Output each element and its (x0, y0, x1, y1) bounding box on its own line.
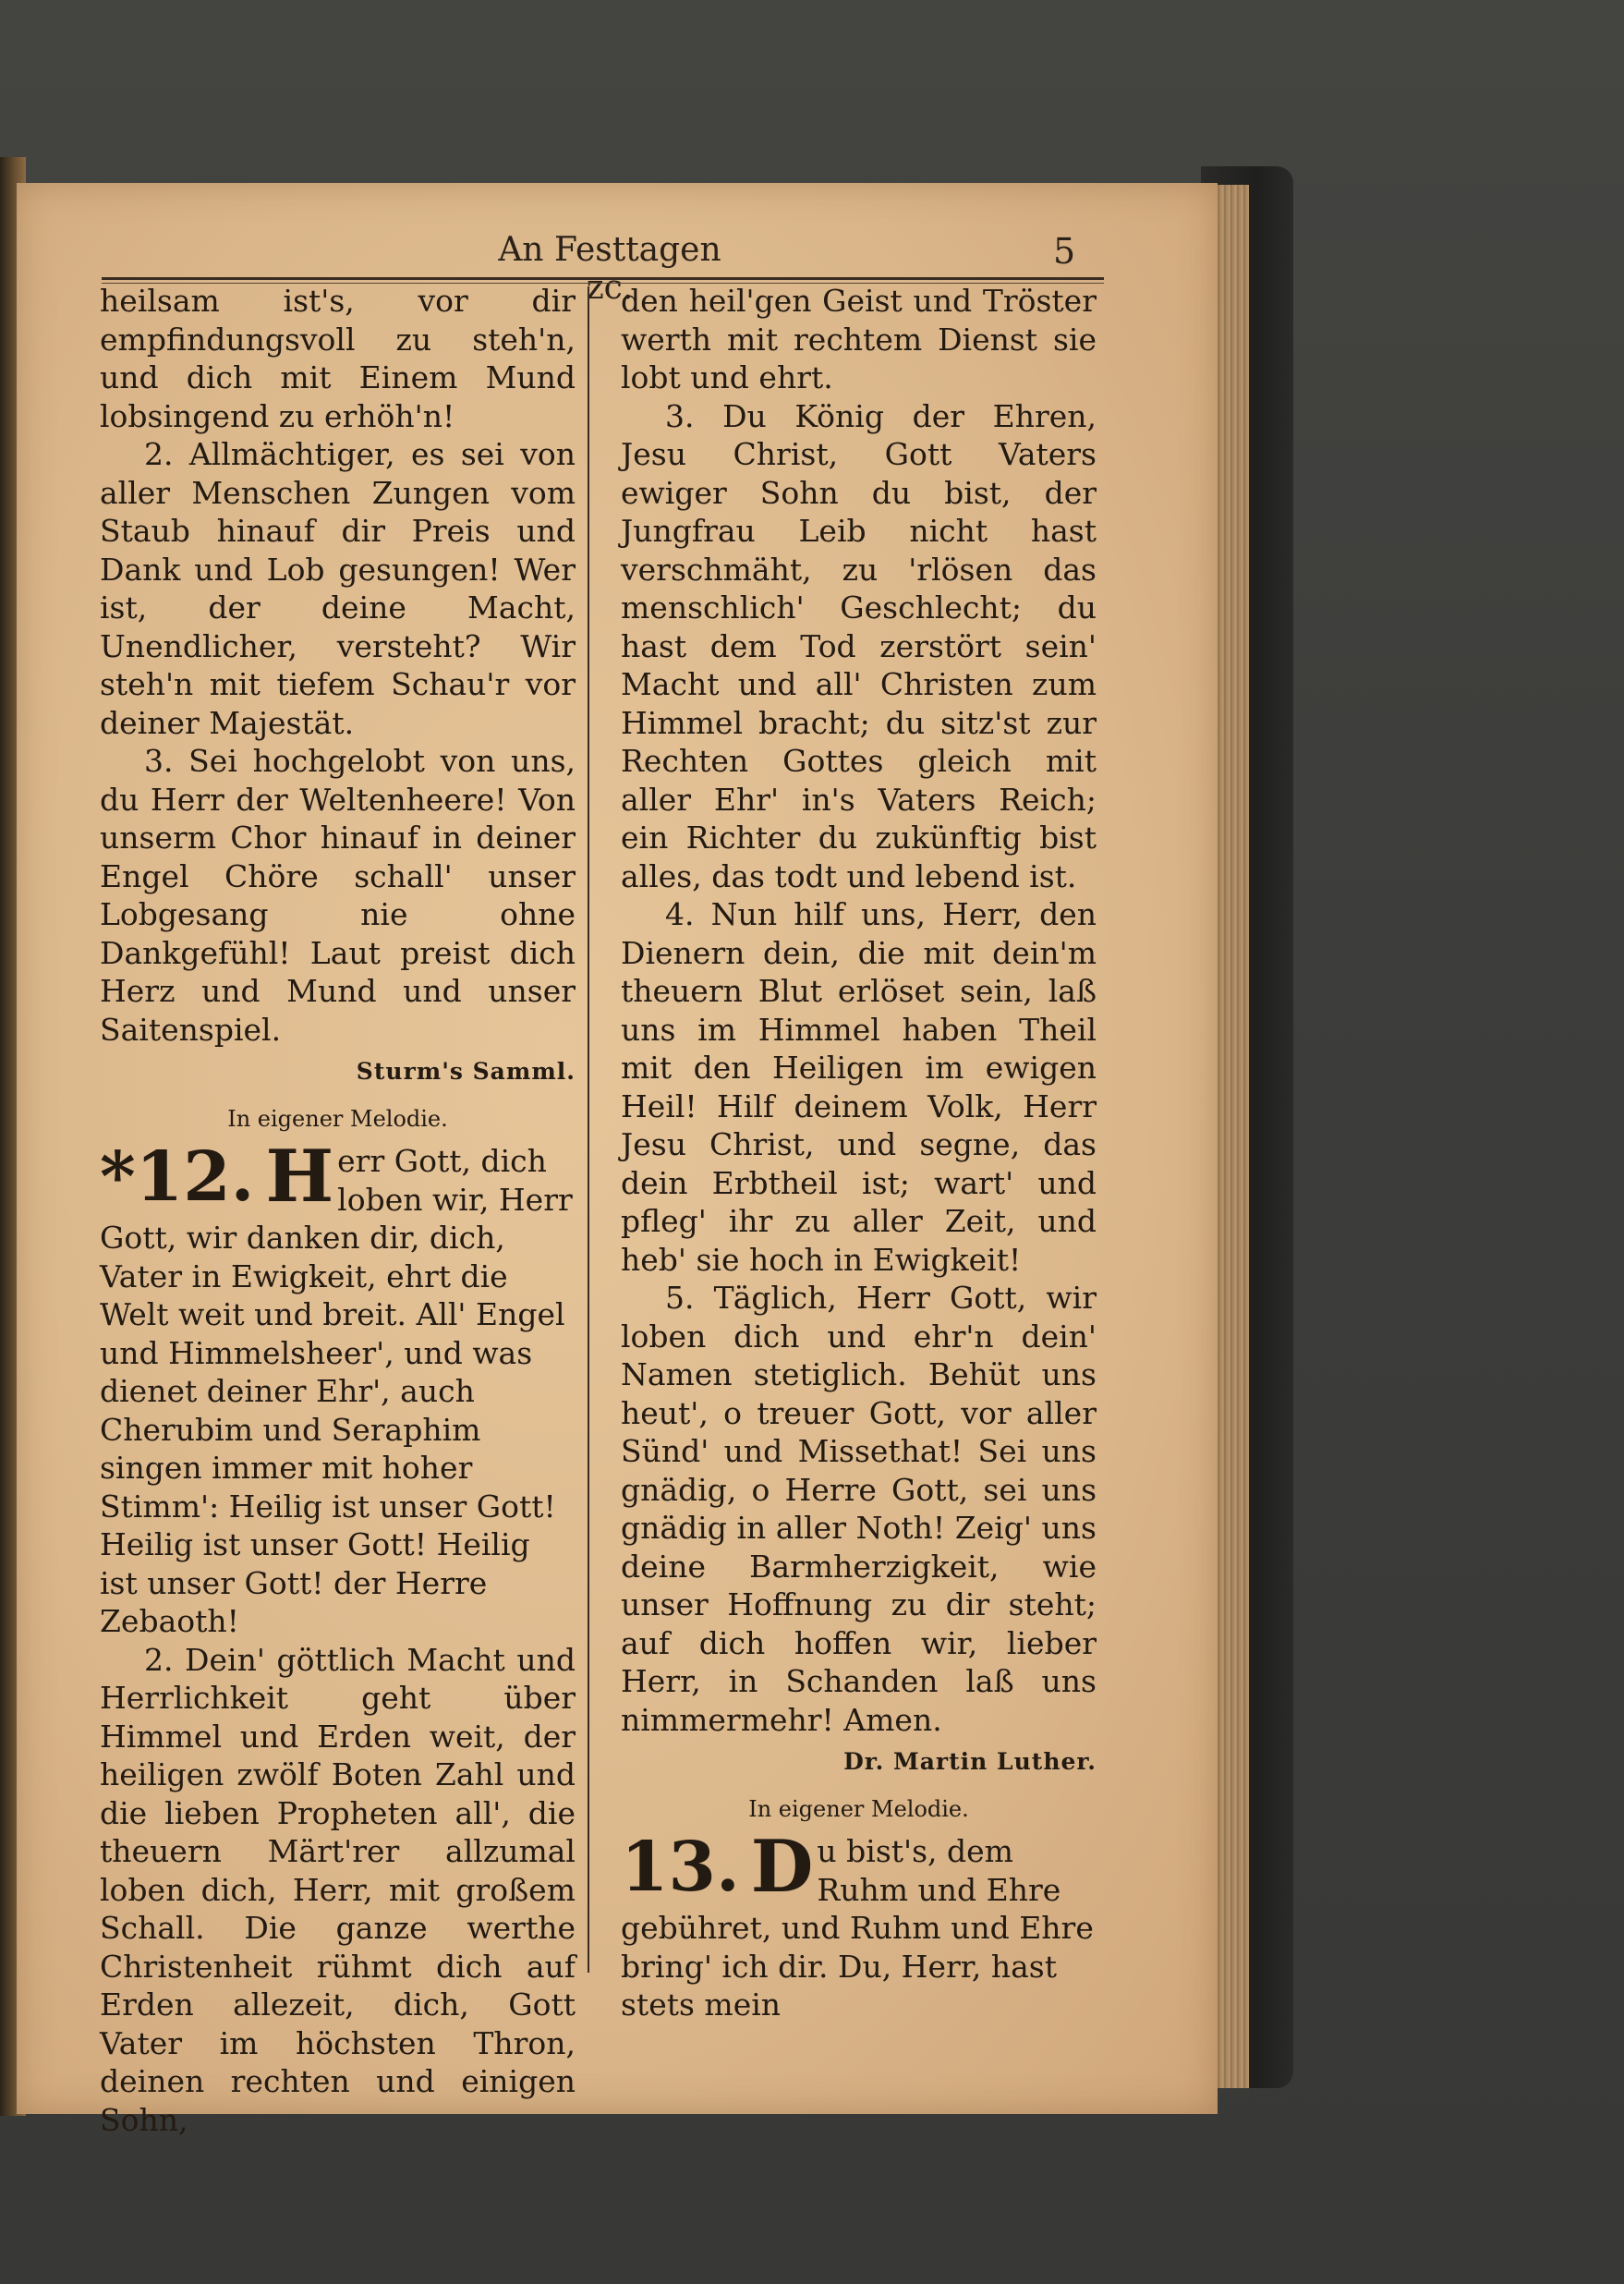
hymn11-attribution: Sturm's Samml. (356, 1058, 576, 1085)
hymn13-number: 13. (621, 1828, 740, 1907)
right-column (621, 282, 1097, 2024)
hymn12-verse2-end: den heil'gen Geist und Tröster werth mit rechtem Dienst sie lobt und ehrt. (621, 283, 1097, 395)
header-rule (102, 277, 1104, 280)
hymn12-verse2: 2. Dein' göttlich Macht und Herrlichkeit geht über Himmel und Erden weit, der heiligen zwölf Boten Zahl und die lieben Propheten all', die theuern Märt'rer allzumal loben dich, Herr, mit großem Schall. Die ganze werthe Christenheit rühmt dich auf Erden allezeit, dich, Gott Vater im höchsten Thron, deinen rechten und einigen Sohn, (100, 1641, 576, 2138)
hymn12-verse3: 3. Du König der Ehren, Jesu Christ, Gott Vaters ewiger Sohn du bist, der Jungfrau Leib nicht hast verschmäht, zu 'rlösen das menschlich' Geschlecht; du hast dem Tod zerstört sein' Macht und all' Christen zum Himmel bracht; du sitz'st zur Rechten Gottes gleich mit aller Ehr' in's Vaters Reich; ein Richter du zukünftig bist alles, das todt und lebend ist. (621, 397, 1097, 894)
hymn13-start (621, 1825, 1097, 2024)
hymn12-verse4: 4. Nun hilf uns, Herr, den Dienern dein, die mit dein'm theuern Blut erlöset sein, laß uns im Himmel haben Theil mit den Heiligen im ewigen Heil! Hilf deinem Volk, Herr Jesu Christ, und segne, das dein Erbtheil ist; wart' und pfleg' ihr zu aller Zeit, und heb' sie hoch in Ewigkeit! (621, 896, 1097, 1278)
hymn13-melody: In eigener Melodie. (748, 1795, 969, 1822)
left-column (100, 282, 576, 2139)
hymn13-drop-cap: D (750, 1825, 814, 1909)
hymn13-verse1: u bist's, dem Ruhm und Ehre gebühret, und Ruhm und Ehre bring' ich dir. Du, Herr, hast stets mein (621, 1833, 1094, 2023)
hymn12-verse5: 5. Täglich, Herr Gott, wir loben dich und ehr'n dein' Namen stetiglich. Behüt uns heut', o treuer Gott, vor aller Sünd' und Missethat! Sei uns gnädig, o Herre Gott, sei uns gnädig in aller Noth! Zeig' uns deine Barmherzigkeit, wie unser Hoffnung zu dir steht; auf dich hoffen wir, lieber Herr, in Schanden laß uns nimmermehr! Amen. (621, 1280, 1097, 1738)
hymn11-verse3: 3. Sei hochgelobt von uns, du Herr der Weltenheere! Von unserm Chor hinauf in deiner Engel Chöre schall' unser Lobgesang nie ohne Dankgefühl! Laut preist dich Herz und Mund und unser Saitenspiel. (100, 743, 576, 1048)
page-number: 5 (1053, 231, 1076, 272)
hymn12-verse1: err Gott, dich loben wir, Herr Gott, wir danken dir, dich, Vater in Ewigkeit, ehrt die Welt weit und breit. All' Engel und Himmelsheer', und was dienet deiner Ehr', auch Cherubim und Seraphim singen immer mit hoher Stimm': Heilig ist unser Gott! Heilig ist unser Gott! Heilig ist unser Gott! der Herre Zebaoth! (100, 1143, 573, 1639)
column-divider (588, 286, 589, 1973)
hymn11-verse2: 2. Allmächtiger, es sei von aller Menschen Zungen vom Staub hinauf dir Preis und Dank und Lob gesungen! Wer ist, der deine Macht, Unendlicher, versteht? Wir steh'n mit tiefem Schau'r vor deiner Majestät. (100, 436, 576, 741)
hymn12-drop-cap: H (265, 1135, 334, 1219)
hymn12-start (100, 1135, 576, 1641)
hymn11-verse1-end: heilsam ist's, vor dir empfindungsvoll zu steh'n, und dich mit Einem Mund lobsingend zu erhöh'n! (100, 283, 576, 434)
hymn12-melody: In eigener Melodie. (227, 1105, 448, 1132)
hymn12-attribution: Dr. Martin Luther. (843, 1748, 1097, 1775)
running-header: An Festtagen zc. (498, 231, 721, 307)
hymn12-number: *12. (100, 1137, 255, 1217)
